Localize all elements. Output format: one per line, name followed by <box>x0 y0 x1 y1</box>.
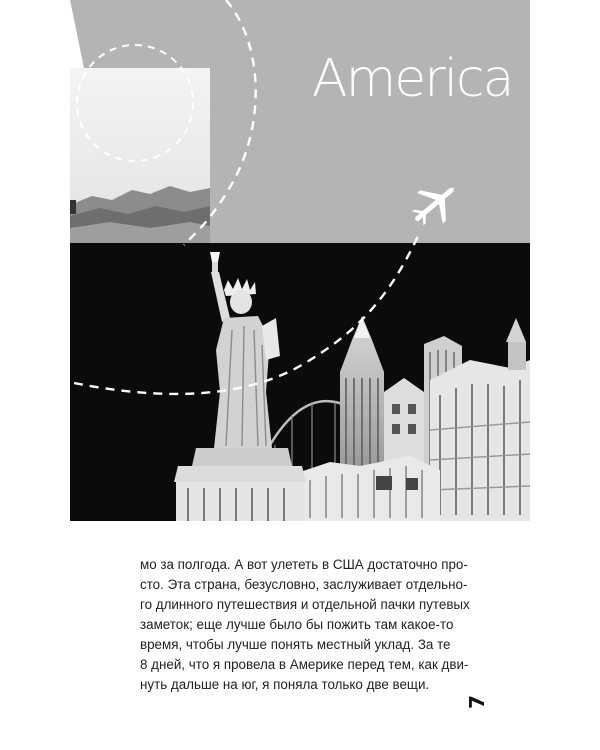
text-line: нуть дальше на юг, я поняла только две вещи. <box>140 677 430 692</box>
text-line: заметок; еще лучше было бы пожить там какое-то <box>140 617 454 632</box>
chapter-title: America <box>312 49 513 109</box>
body-paragraph <box>140 555 490 695</box>
text-line: мо за полгода. А вот улететь в США достаточно про- <box>140 557 468 572</box>
page-number: 7 <box>465 695 489 709</box>
landscape-photo <box>70 68 210 243</box>
text-line: 8 дней, что я провела в Америке перед тем, как дви- <box>140 657 469 672</box>
night-city-photo <box>70 243 530 521</box>
text-line: время, чтобы лучше понять местный уклад. За те <box>140 637 451 652</box>
text-line: сто. Эта страна, безусловно, заслуживает отдельно- <box>140 577 468 592</box>
text-line: го длинного путешествия и отдельной пачки путевых <box>140 597 470 612</box>
